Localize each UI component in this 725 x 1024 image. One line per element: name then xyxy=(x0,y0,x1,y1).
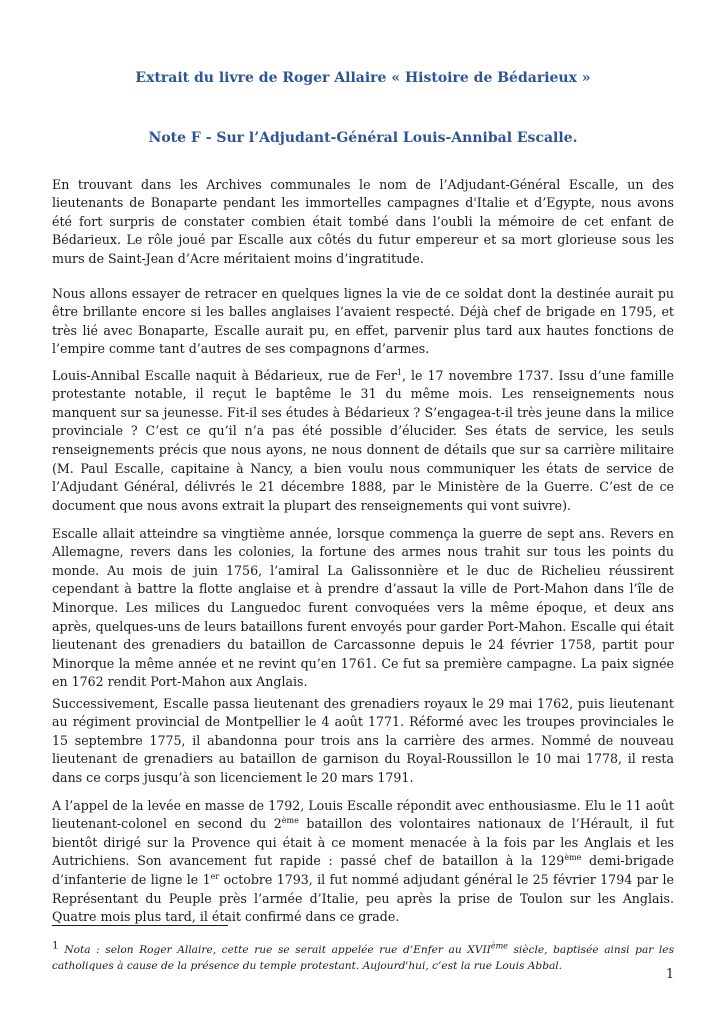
paragraph-text: bataillon des volontaires nationaux de l’Hérault, il fut bientôt dirigé sur la Provence qui était à ce moment menacée à la fois par les Anglais et les Autrichiens. Son avancement fut rapide : passé chef de bataillon à la 129 xyxy=(52,816,674,869)
paragraph xyxy=(52,367,674,516)
page-number: 1 xyxy=(665,966,674,981)
paragraph xyxy=(52,797,674,927)
superscript: ème xyxy=(281,816,299,825)
footnote-number: 1 xyxy=(52,939,59,952)
footnote-reference: 1 xyxy=(396,367,402,377)
paragraph: Escalle allait atteindre sa vingtième année, lorsque commença la guerre de sept ans. Revers en Allemagne, revers dans les colonies, la fortune des armes nous trahit sur tous les points du monde. Au mois de juin 1756, l’amiral La Galissonnière et le duc de Richelieu réussirent cependant à battre la flotte anglaise et à prendre d’assaut la ville de Port-Mahon dans l’île de Minorque. Les milices du Languedoc furent convoquées vers la même époque, et deux ans après, quelques-uns de leurs bataillons furent envoyés pour garder Port-Mahon. Escalle qui était lieutenant des grenadiers du bataillon de Carcassonne depuis le 24 février 1758, partit pour Minorque la même année et ne revint qu’en 1761. Ce fut sa première campagne. La paix signée en 1762 rendit Port-Mahon aux Anglais. xyxy=(52,525,674,690)
paragraph-text: , le 17 novembre 1737. Issu d’une famille protestante notable, il reçut le baptême le 31 du même mois. Les renseignements nous manquent sur sa jeunesse. Fit-il ses études à Bédarieux ? S’engagea-t-il très jeune dans la milice provinciale ? C’est ce qu’il n’a pas été possible d’élucider. Ses états de service, les seuls renseignements précis que nous ayons, ne nous donnent de détails que sur sa carrière militaire (M. Paul Escalle, capitaine à Nancy, a bien voulu nous communiquer les états de service de l’Adjudant Général, délivrés le 21 décembre 1888, par le Ministère de la Guerre. C’est de ce document que nous avons extrait la plupart des renseignements qui vont suivre). xyxy=(52,367,674,513)
paragraph: Nous allons essayer de retracer en quelques lignes la vie de ce soldat dont la destinée aurait pu être brillante encore si les balles anglaises l’avaient respecté. Déjà chef de brigade en 1795, et très lié avec Bonaparte, Escalle aurait pu, en effet, parvenir plus tard aux hautes fonctions de l’empire comme tant d’autres de ses compagnons d’armes. xyxy=(52,285,674,357)
footnote-text: Nota : selon Roger Allaire, cette rue se serait appelée rue d’Enfer au XVII xyxy=(64,943,491,956)
paragraph-text: demi-brigade d’infanterie de ligne le 1 xyxy=(52,853,674,887)
note-heading: Note F - Sur l’Adjudant-Général Louis-Annibal Escalle. xyxy=(148,130,578,146)
superscript: er xyxy=(210,871,220,881)
footnote xyxy=(52,939,674,974)
paragraph-text: A l’appel de la levée en masse de 1792, Louis Escalle répondit avec enthousiasme. Elu le 11 août lieutenant-colonel en second du 2 xyxy=(52,797,674,832)
superscript: ème xyxy=(564,853,582,863)
document-page xyxy=(52,0,674,1024)
paragraph-text: octobre 1793, il fut nommé adjudant général le 25 février 1794 par le Représentant du Peuple près l’armée d’Italie, peu après la prise de Toulon sur les Anglais. Quatre mois plus tard, il était confirmé dans ce grade. xyxy=(52,871,675,925)
footnote-separator xyxy=(52,925,228,926)
paragraph: Successivement, Escalle passa lieutenant des grenadiers royaux le 29 mai 1762, puis lieutenant au régiment provincial de Montpellier le 4 août 1771. Réformé avec les troupes provinciales le 15 septembre 1775, il abandonna pour trois ans la carrière des armes. Nommé de nouveau lieutenant de grenadiers au bataillon de garnison du Royal-Roussillon le 10 mai 1778, il resta dans ce corps jusqu’à son licenciement le 20 mars 1791. xyxy=(52,695,674,785)
paragraph: En trouvant dans les Archives communales le nom de l’Adjudant-Général Escalle, un des lieutenants de Bonaparte pendant les immortelles campagnes d'Italie et d’Egypte, nous avons été fort surpris de constater combien était tombé dans l’oubli la mémoire de cet enfant de Bédarieux. Le rôle joué par Escalle aux côtés du futur empereur et sa mort glorieuse sous les murs de Saint-Jean d’Acre méritaient moins d’ingratitude. xyxy=(52,176,674,266)
superscript: ème xyxy=(490,941,508,951)
paragraph-text: Louis-Annibal Escalle naquit à Bédarieux, rue de Fer xyxy=(52,367,397,383)
document-title: Extrait du livre de Roger Allaire « Histoire de Bédarieux » xyxy=(135,70,591,86)
footnote-text: siècle, baptisée ainsi par les catholiques à cause de la présence du temple protestant. Aujourd'hui, c’est la rue Louis Abbal. xyxy=(52,943,674,972)
